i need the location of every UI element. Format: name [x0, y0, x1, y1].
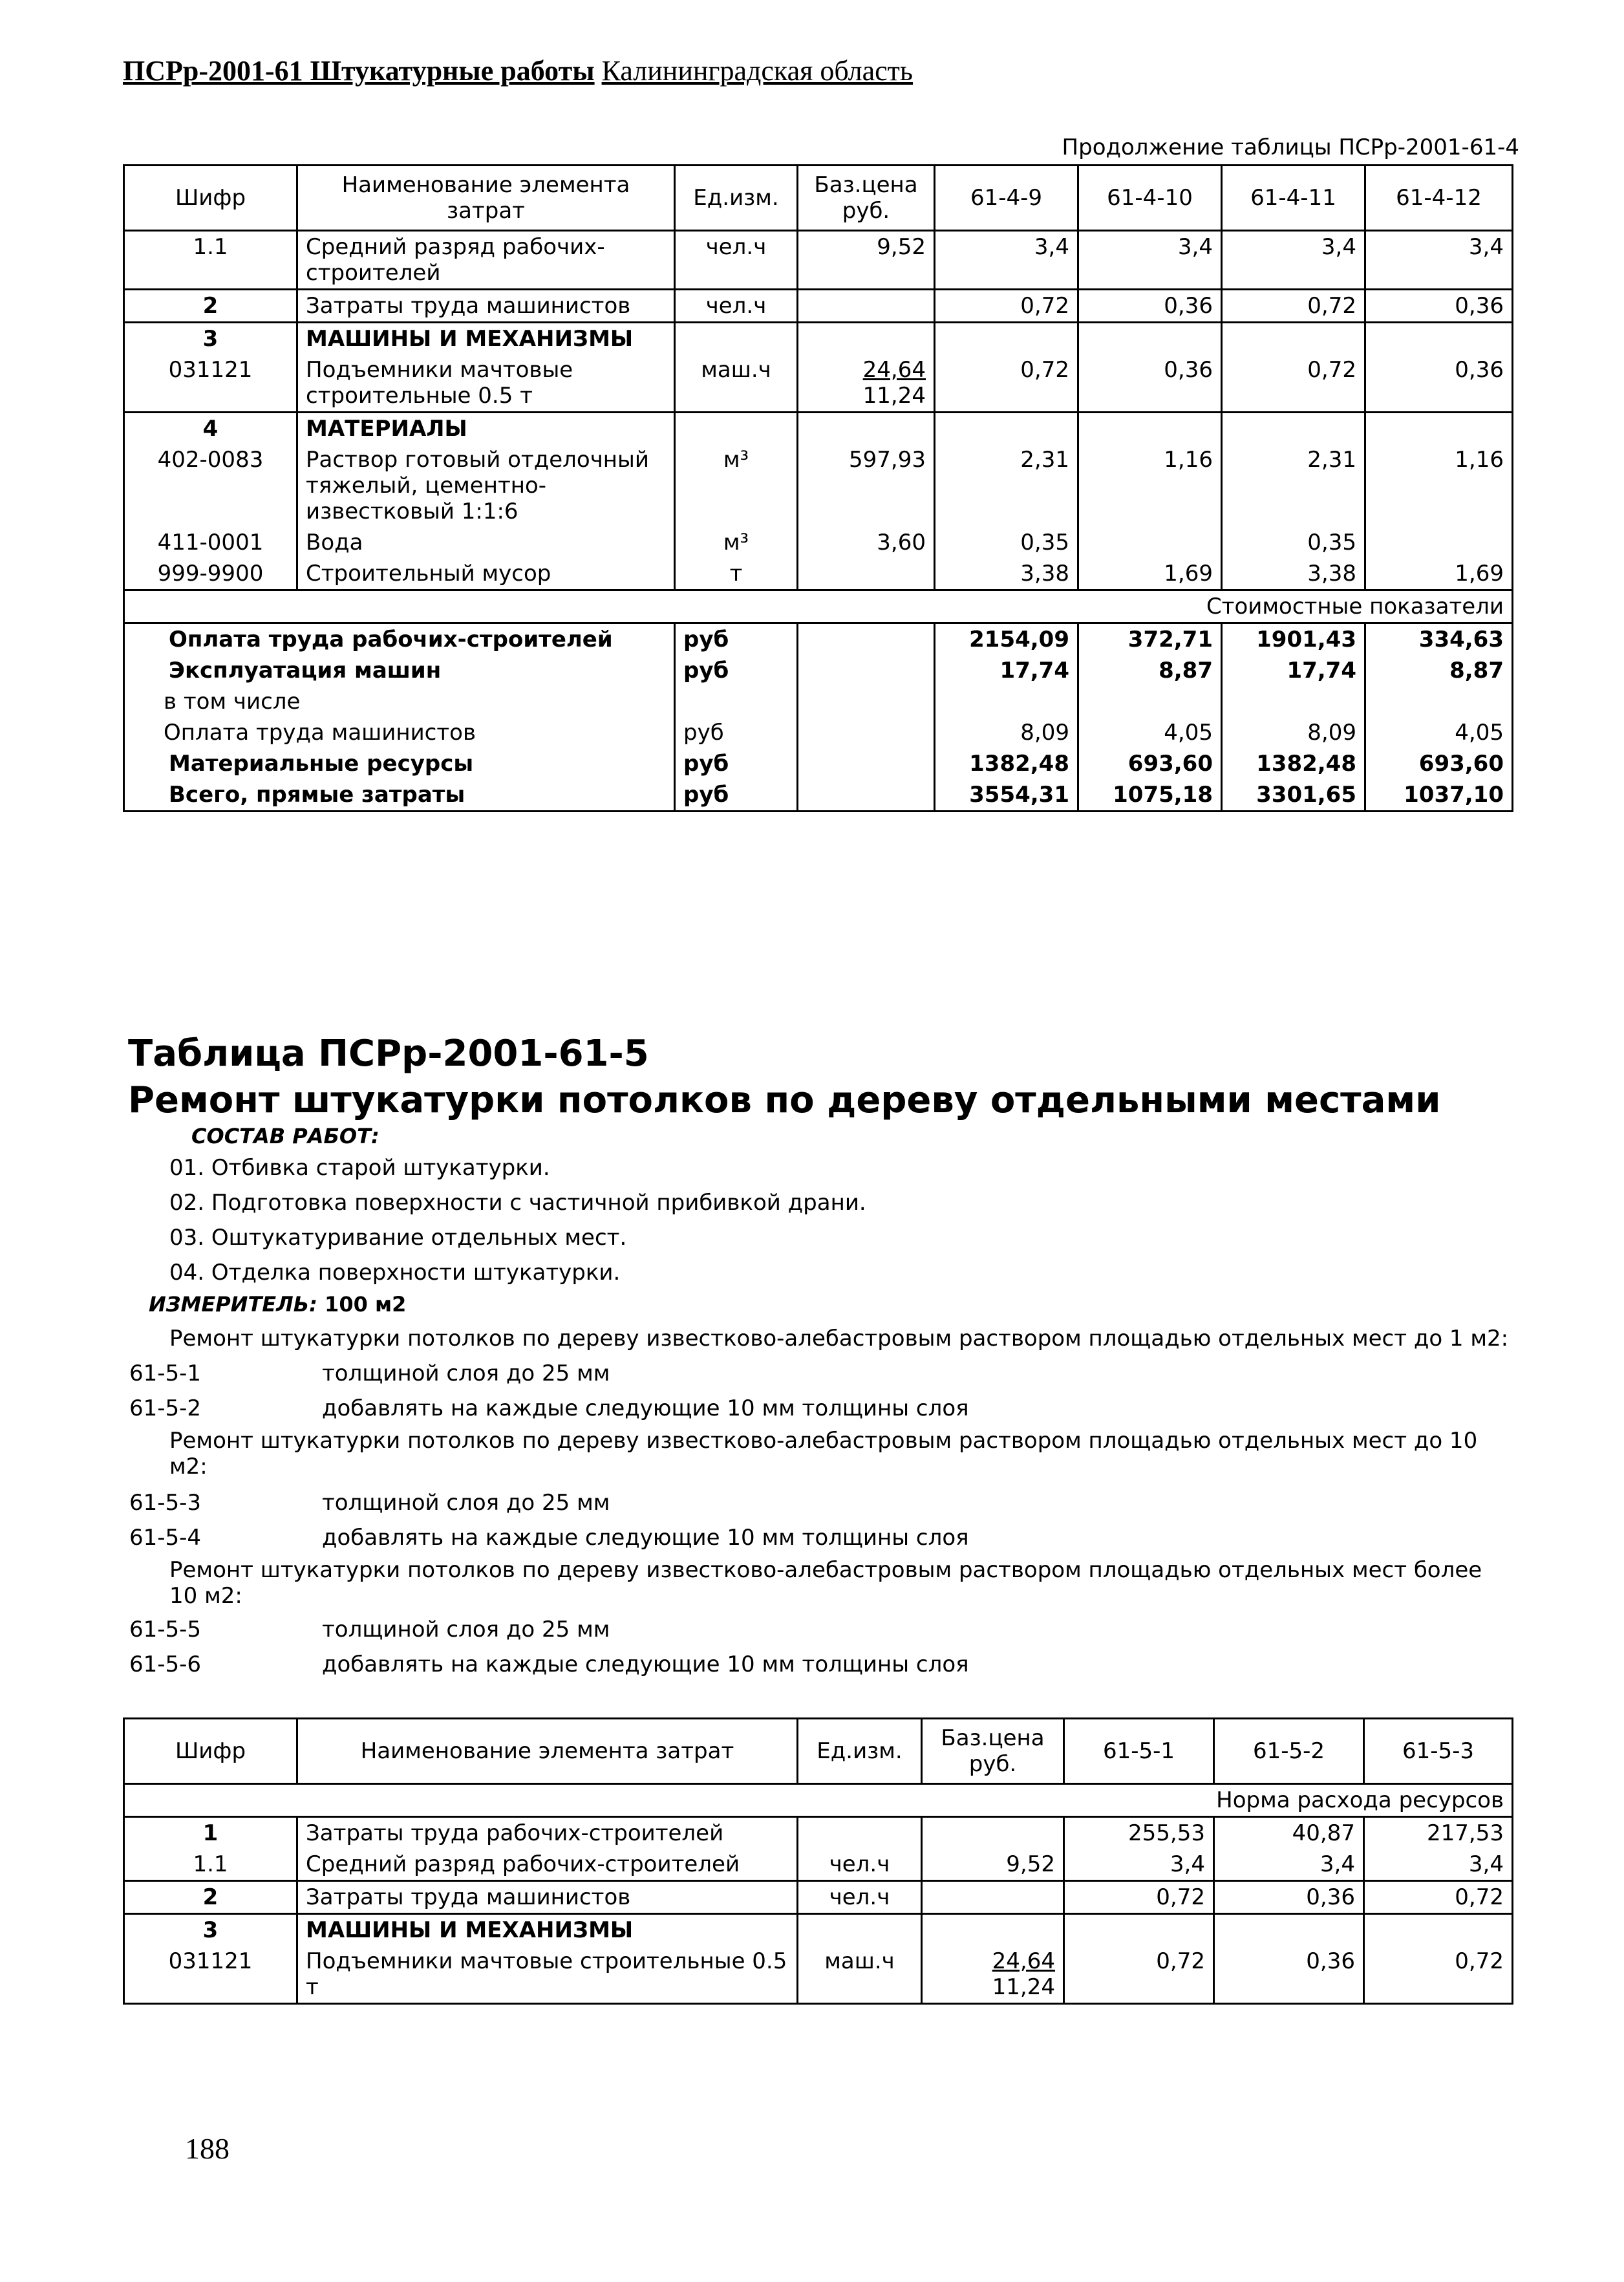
section-title [128, 1031, 1440, 1124]
value-cell [1078, 323, 1222, 355]
value-cell: 0,36 [1078, 354, 1222, 413]
table-row [124, 444, 1513, 527]
value-cell: 0,36 [1365, 354, 1513, 413]
value-cell [935, 323, 1078, 355]
name-cell: Затраты труда рабочих-строителей [297, 1817, 798, 1849]
value-cell: 3301,65 [1222, 779, 1365, 812]
value-cell: 0,36 [1214, 1946, 1364, 2004]
value-cell: 0,72 [1222, 354, 1365, 413]
cost-name-cell: Эксплуатация машин [124, 655, 675, 686]
col-header-code: Шифр [124, 166, 297, 231]
code-cell: 2 [124, 1881, 297, 1914]
unit-cell: чел.ч [798, 1849, 922, 1881]
value-cell: 334,63 [1365, 623, 1513, 656]
work-group-description: Ремонт штукатурки потолков по дереву известково-алебастровым раствором площадью отдельных мест до 10 м2: [169, 1428, 1478, 1480]
value-cell: 1,69 [1078, 558, 1222, 590]
value-cell: 8,09 [935, 717, 1078, 748]
col-header-61-5-3: 61-5-3 [1364, 1719, 1513, 1784]
work-group-description: Ремонт штукатурки потолков по дереву известково-алебастровым раствором площадью отдельных мест до 1 м2: [169, 1326, 1509, 1351]
value-cell: 0,36 [1365, 290, 1513, 323]
table-row [124, 1849, 1513, 1881]
value-cell: 0,35 [935, 527, 1078, 558]
code-cell: 402-0083 [124, 444, 297, 527]
unit-cell: чел.ч [675, 231, 798, 290]
col-header-price: Баз.цена руб. [798, 166, 935, 231]
price-value-secondary: 11,24 [992, 1974, 1055, 2000]
table-row [124, 1946, 1513, 2004]
code-cell: 2 [124, 290, 297, 323]
cost-row [124, 779, 1513, 812]
table-subject-title: Ремонт штукатурки потолков по дереву отдельными местами [128, 1079, 1441, 1121]
value-cell: 3,4 [1365, 231, 1513, 290]
unit-cell: руб [675, 748, 798, 779]
table-row [124, 231, 1513, 290]
value-cell: 3,38 [1222, 558, 1365, 590]
name-cell: Строительный мусор [297, 558, 675, 590]
price-cell [798, 623, 935, 656]
value-cell [1364, 1914, 1513, 1946]
cost-name-cell: в том числе [124, 686, 675, 717]
table-row [124, 1817, 1513, 1849]
col-header-61-4-11: 61-4-11 [1222, 166, 1365, 231]
work-item: 01. Отбивка старой штукатурки. [169, 1155, 550, 1181]
item-description: добавлять на каждые следующие 10 мм толщины слоя [322, 1525, 969, 1551]
price-cell [798, 323, 935, 355]
value-cell: 1075,18 [1078, 779, 1222, 812]
code-cell: 1 [124, 1817, 297, 1849]
table-row [124, 527, 1513, 558]
price-cell [922, 1881, 1064, 1914]
works-label: СОСТАВ РАБОТ: [191, 1124, 379, 1148]
value-cell: 217,53 [1364, 1817, 1513, 1849]
price-cell [798, 779, 935, 812]
value-cell [1222, 686, 1365, 717]
value-cell: 17,74 [1222, 655, 1365, 686]
value-cell: 1,16 [1365, 444, 1513, 527]
name-cell: Затраты труда машинистов [297, 290, 675, 323]
unit-cell: чел.ч [675, 290, 798, 323]
item-description: толщиной слоя до 25 мм [322, 1617, 610, 1642]
item-code: 61-5-2 [129, 1395, 202, 1421]
col-header-61-4-10: 61-4-10 [1078, 166, 1222, 231]
unit-cell: руб [675, 623, 798, 656]
name-cell: Средний разряд рабочих-строителей [297, 231, 675, 290]
col-header-name: Наименование элемента затрат [297, 1719, 798, 1784]
value-cell: 3,38 [935, 558, 1078, 590]
value-cell: 1,16 [1078, 444, 1222, 527]
code-cell: 4 [124, 413, 297, 445]
value-cell [1222, 413, 1365, 445]
unit-cell: маш.ч [798, 1946, 922, 2004]
unit-cell [675, 413, 798, 445]
value-cell [1365, 323, 1513, 355]
table-row [124, 558, 1513, 590]
value-cell: 4,05 [1365, 717, 1513, 748]
code-cell: 3 [124, 1914, 297, 1946]
name-cell: Вода [297, 527, 675, 558]
code-cell: 031121 [124, 354, 297, 413]
price-cell [922, 1817, 1064, 1849]
page-header [123, 54, 913, 87]
value-cell [935, 413, 1078, 445]
value-cell: 1382,48 [935, 748, 1078, 779]
value-cell: 3,4 [1222, 231, 1365, 290]
cost-name-cell: Всего, прямые затраты [124, 779, 675, 812]
price-cell [798, 558, 935, 590]
cost-caption: Стоимостные показатели [124, 590, 1513, 623]
col-header-61-5-2: 61-5-2 [1214, 1719, 1364, 1784]
table-row [124, 1881, 1513, 1914]
value-cell: 8,87 [1365, 655, 1513, 686]
unit-cell [675, 323, 798, 355]
value-cell [1078, 686, 1222, 717]
col-header-price: Баз.цена руб. [922, 1719, 1064, 1784]
price-cell [798, 290, 935, 323]
value-cell [1365, 686, 1513, 717]
value-cell [1222, 323, 1365, 355]
table-row [124, 1914, 1513, 1946]
price-cell [922, 1914, 1064, 1946]
value-cell: 3,4 [1214, 1849, 1364, 1881]
value-cell: 8,87 [1078, 655, 1222, 686]
code-cell: 1.1 [124, 231, 297, 290]
work-item: 03. Оштукатуривание отдельных мест. [169, 1225, 627, 1251]
value-cell [935, 686, 1078, 717]
value-cell [1064, 1914, 1214, 1946]
value-cell: 17,74 [935, 655, 1078, 686]
col-header-61-4-9: 61-4-9 [935, 166, 1078, 231]
price-cell: 3,60 [798, 527, 935, 558]
table-header-row [124, 1719, 1513, 1784]
code-cell: 1.1 [124, 1849, 297, 1881]
code-cell: 411-0001 [124, 527, 297, 558]
value-cell: 0,72 [1064, 1881, 1214, 1914]
item-description: толщиной слоя до 25 мм [322, 1361, 610, 1386]
unit-cell: маш.ч [675, 354, 798, 413]
col-header-unit: Ед.изм. [675, 166, 798, 231]
name-cell: Подъемники мачтовые строительные 0.5 т [297, 354, 675, 413]
value-cell: 0,36 [1078, 290, 1222, 323]
cost-row [124, 623, 1513, 656]
item-code: 61-5-6 [129, 1652, 202, 1677]
value-cell: 1037,10 [1365, 779, 1513, 812]
table-row [124, 290, 1513, 323]
unit-cell [675, 686, 798, 717]
cost-name-cell: Материальные ресурсы [124, 748, 675, 779]
unit-cell: чел.ч [798, 1881, 922, 1914]
unit-cell: м³ [675, 527, 798, 558]
price-cell [798, 717, 935, 748]
value-cell: 0,35 [1222, 527, 1365, 558]
value-cell: 0,72 [1364, 1881, 1513, 1914]
price-cell [798, 354, 935, 413]
col-header-code: Шифр [124, 1719, 297, 1784]
value-cell: 3554,31 [935, 779, 1078, 812]
cost-row [124, 655, 1513, 686]
value-cell: 40,87 [1214, 1817, 1364, 1849]
cost-row [124, 748, 1513, 779]
value-cell: 0,72 [1364, 1946, 1513, 2004]
price-value: 24,64 [992, 1948, 1055, 1974]
table-row [124, 413, 1513, 445]
price-cell [798, 686, 935, 717]
cost-name-cell: Оплата труда машинистов [124, 717, 675, 748]
value-cell: 1901,43 [1222, 623, 1365, 656]
value-cell: 3,4 [1064, 1849, 1214, 1881]
value-cell: 8,09 [1222, 717, 1365, 748]
col-header-61-5-1: 61-5-1 [1064, 1719, 1214, 1784]
price-value: 24,64 [862, 357, 926, 383]
table-number-title: Таблица ПСРр-2001-61-5 [128, 1033, 649, 1075]
price-cell [798, 748, 935, 779]
value-cell: 372,71 [1078, 623, 1222, 656]
name-cell: Затраты труда машинистов [297, 1881, 798, 1914]
value-cell: 4,05 [1078, 717, 1222, 748]
value-cell [1214, 1914, 1364, 1946]
value-cell: 1382,48 [1222, 748, 1365, 779]
value-cell: 0,72 [935, 290, 1078, 323]
work-item: 02. Подготовка поверхности с частичной прибивкой драни. [169, 1190, 866, 1216]
document-region: Калининградская область [601, 55, 913, 87]
name-cell: МАТЕРИАЛЫ [297, 413, 675, 445]
work-group-description: Ремонт штукатурки потолков по дереву известково-алебастровым раствором площадью отдельных мест более 10 м2: [169, 1557, 1482, 1609]
value-cell: 693,60 [1078, 748, 1222, 779]
item-code: 61-5-5 [129, 1617, 202, 1642]
table-header-row [124, 166, 1513, 231]
cost-row [124, 686, 1513, 717]
col-header-61-4-12: 61-4-12 [1365, 166, 1513, 231]
table-row [124, 323, 1513, 355]
resource-table-61-5 [123, 1717, 1513, 2005]
unit-cell [798, 1914, 922, 1946]
code-cell: 031121 [124, 1946, 297, 2004]
cost-row [124, 717, 1513, 748]
unit-cell [798, 1817, 922, 1849]
unit-cell: руб [675, 779, 798, 812]
value-cell: 2154,09 [935, 623, 1078, 656]
measure-line [149, 1292, 406, 1317]
name-cell: Средний разряд рабочих-строителей [297, 1849, 798, 1881]
unit-cell: м³ [675, 444, 798, 527]
item-description: толщиной слоя до 25 мм [322, 1490, 610, 1516]
value-cell: 0,72 [1222, 290, 1365, 323]
norm-caption-row [124, 1784, 1513, 1817]
work-item: 04. Отделка поверхности штукатурки. [169, 1260, 621, 1286]
price-cell: 597,93 [798, 444, 935, 527]
unit-cell: руб [675, 717, 798, 748]
col-header-unit: Ед.изм. [798, 1719, 922, 1784]
value-cell: 0,36 [1214, 1881, 1364, 1914]
value-cell [1078, 413, 1222, 445]
name-cell: МАШИНЫ И МЕХАНИЗМЫ [297, 323, 675, 355]
value-cell: 0,72 [1064, 1946, 1214, 2004]
name-cell: МАШИНЫ И МЕХАНИЗМЫ [297, 1914, 798, 1946]
value-cell: 255,53 [1064, 1817, 1214, 1849]
value-cell [1365, 527, 1513, 558]
document-title: ПСРр-2001-61 Штукатурные работы [123, 55, 595, 87]
price-cell [798, 655, 935, 686]
value-cell: 3,4 [935, 231, 1078, 290]
code-cell: 999-9900 [124, 558, 297, 590]
measure-value: 100 м2 [325, 1292, 407, 1317]
value-cell: 693,60 [1365, 748, 1513, 779]
cost-name-cell: Оплата труда рабочих-строителей [124, 623, 675, 656]
price-cell [922, 1946, 1064, 2004]
item-code: 61-5-3 [129, 1490, 202, 1516]
item-description: добавлять на каждые следующие 10 мм толщины слоя [322, 1395, 969, 1421]
price-value-secondary: 11,24 [862, 383, 926, 409]
price-cell [798, 413, 935, 445]
value-cell: 0,72 [935, 354, 1078, 413]
value-cell: 3,4 [1364, 1849, 1513, 1881]
value-cell [1365, 413, 1513, 445]
item-code: 61-5-1 [129, 1361, 202, 1386]
measure-label: ИЗМЕРИТЕЛЬ: [149, 1292, 317, 1317]
name-cell: Раствор готовый отделочный тяжелый, цементно-известковый 1:1:6 [297, 444, 675, 527]
unit-cell: т [675, 558, 798, 590]
col-header-name: Наименование элемента затрат [297, 166, 675, 231]
price-cell: 9,52 [922, 1849, 1064, 1881]
table-row [124, 354, 1513, 413]
resource-table-61-4 [123, 164, 1513, 812]
value-cell [1078, 527, 1222, 558]
value-cell: 1,69 [1365, 558, 1513, 590]
value-cell: 2,31 [935, 444, 1078, 527]
value-cell: 3,4 [1078, 231, 1222, 290]
code-cell: 3 [124, 323, 297, 355]
name-cell: Подъемники мачтовые строительные 0.5 т [297, 1946, 798, 2004]
item-code: 61-5-4 [129, 1525, 202, 1551]
item-description: добавлять на каждые следующие 10 мм толщины слоя [322, 1652, 969, 1677]
page-number: 188 [185, 2132, 230, 2165]
cost-caption-row [124, 590, 1513, 623]
unit-cell: руб [675, 655, 798, 686]
norm-caption: Норма расхода ресурсов [124, 1784, 1513, 1817]
value-cell: 2,31 [1222, 444, 1365, 527]
price-cell: 9,52 [798, 231, 935, 290]
table-continuation-caption: Продолжение таблицы ПСРр-2001-61-4 [1062, 135, 1519, 160]
